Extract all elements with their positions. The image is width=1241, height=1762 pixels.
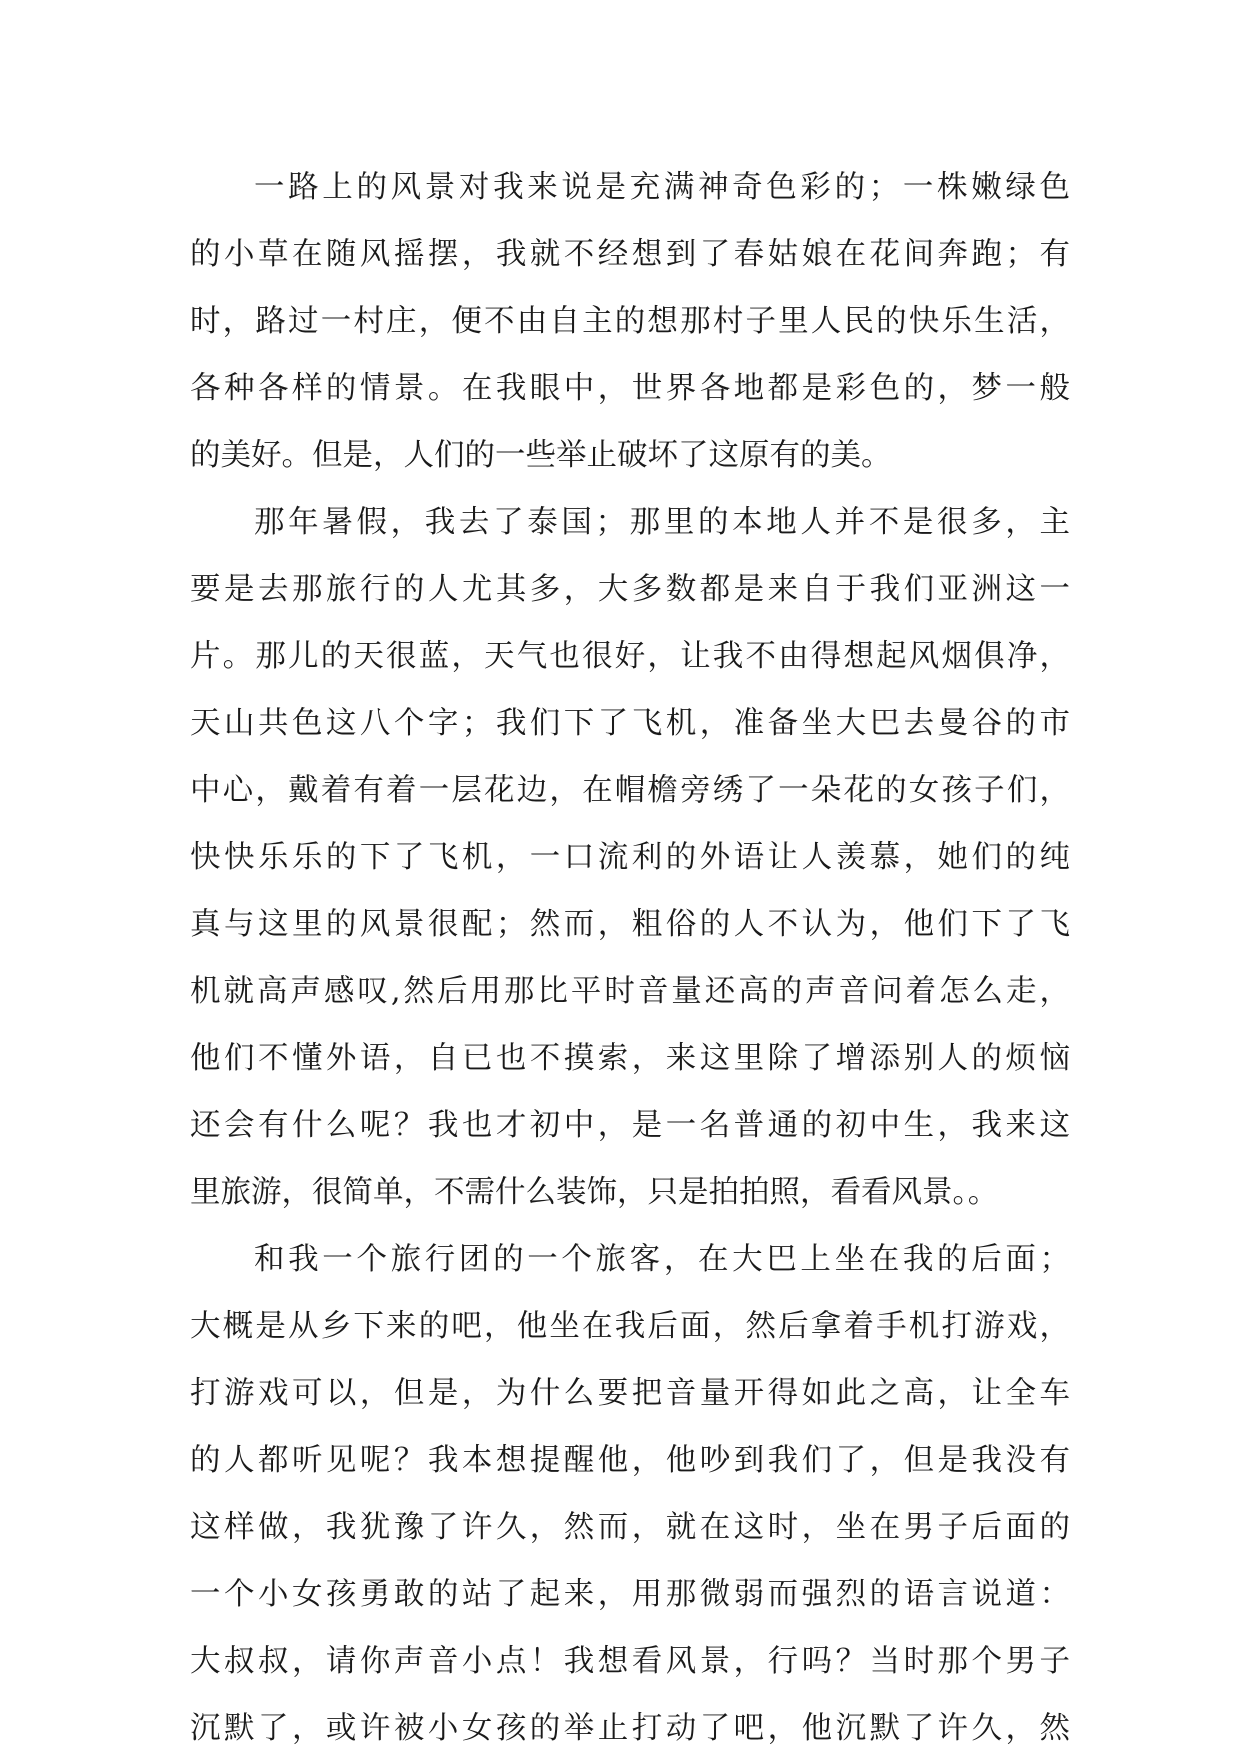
- text-line: 沉默了，或许被小女孩的举止打动了吧，他沉默了许久，然: [190, 1711, 1070, 1746]
- article-body: [190, 154, 1070, 1762]
- text-line: 机就高声感叹,然后用那比平时音量还高的声音问着怎么走，: [190, 974, 1070, 1009]
- text-line: 里旅游，很简单，不需什么装饰，只是拍拍照，看看风景。。: [190, 1175, 999, 1210]
- text-line: 他们不懂外语，自已也不摸索，来这里除了增添别人的烦恼: [190, 1041, 1070, 1076]
- text-line: 时，路过一村庄，便不由自主的想那村子里人民的快乐生活，: [190, 304, 1070, 339]
- text-line: 一路上的风景对我来说是充满神奇色彩的；一株嫩绿色: [254, 170, 1070, 205]
- text-line: 这样做，我犹豫了许久，然而，就在这时，坐在男子后面的: [190, 1510, 1070, 1545]
- text-line: 的小草在随风摇摆，我就不经想到了春姑娘在花间奔跑；有: [190, 237, 1070, 272]
- text-line: 片。那儿的天很蓝，天气也很好，让我不由得想起风烟俱净，: [190, 639, 1070, 674]
- text-line: 大叔叔，请你声音小点！我想看风景，行吗？当时那个男子: [190, 1644, 1070, 1679]
- text-line: 的人都听见呢？我本想提醒他，他吵到我们了，但是我没有: [190, 1443, 1070, 1478]
- text-line: 真与这里的风景很配；然而，粗俗的人不认为，他们下了飞: [190, 907, 1070, 942]
- text-line: 那年暑假，我去了泰国；那里的本地人并不是很多，主: [254, 505, 1070, 540]
- text-line: 要是去那旅行的人尤其多，大多数都是来自于我们亚洲这一: [190, 572, 1070, 607]
- text-line: 和我一个旅行团的一个旅客，在大巴上坐在我的后面；: [254, 1242, 1070, 1277]
- text-line: 一个小女孩勇敢的站了起来，用那微弱而强烈的语言说道：: [190, 1577, 1070, 1612]
- text-line: 大概是从乡下来的吧，他坐在我后面，然后拿着手机打游戏，: [190, 1309, 1070, 1344]
- text-line: 中心，戴着有着一层花边，在帽檐旁绣了一朵花的女孩子们，: [190, 773, 1070, 808]
- text-line: 还会有什么呢？我也才初中，是一名普通的初中生，我来这: [190, 1108, 1070, 1143]
- text-line: 的美好。但是，人们的一些举止破坏了这原有的美。: [190, 438, 892, 473]
- paragraph-2: [190, 489, 1070, 1226]
- text-line: 各种各样的情景。在我眼中，世界各地都是彩色的，梦一般: [190, 371, 1070, 406]
- paragraph-1: [190, 154, 1070, 489]
- text-line: 打游戏可以，但是，为什么要把音量开得如此之高，让全车: [190, 1376, 1070, 1411]
- text-line: 快快乐乐的下了飞机，一口流利的外语让人羡慕，她们的纯: [190, 840, 1070, 875]
- paragraph-3: [190, 1226, 1070, 1762]
- text-line: 天山共色这八个字；我们下了飞机，准备坐大巴去曼谷的市: [190, 706, 1070, 741]
